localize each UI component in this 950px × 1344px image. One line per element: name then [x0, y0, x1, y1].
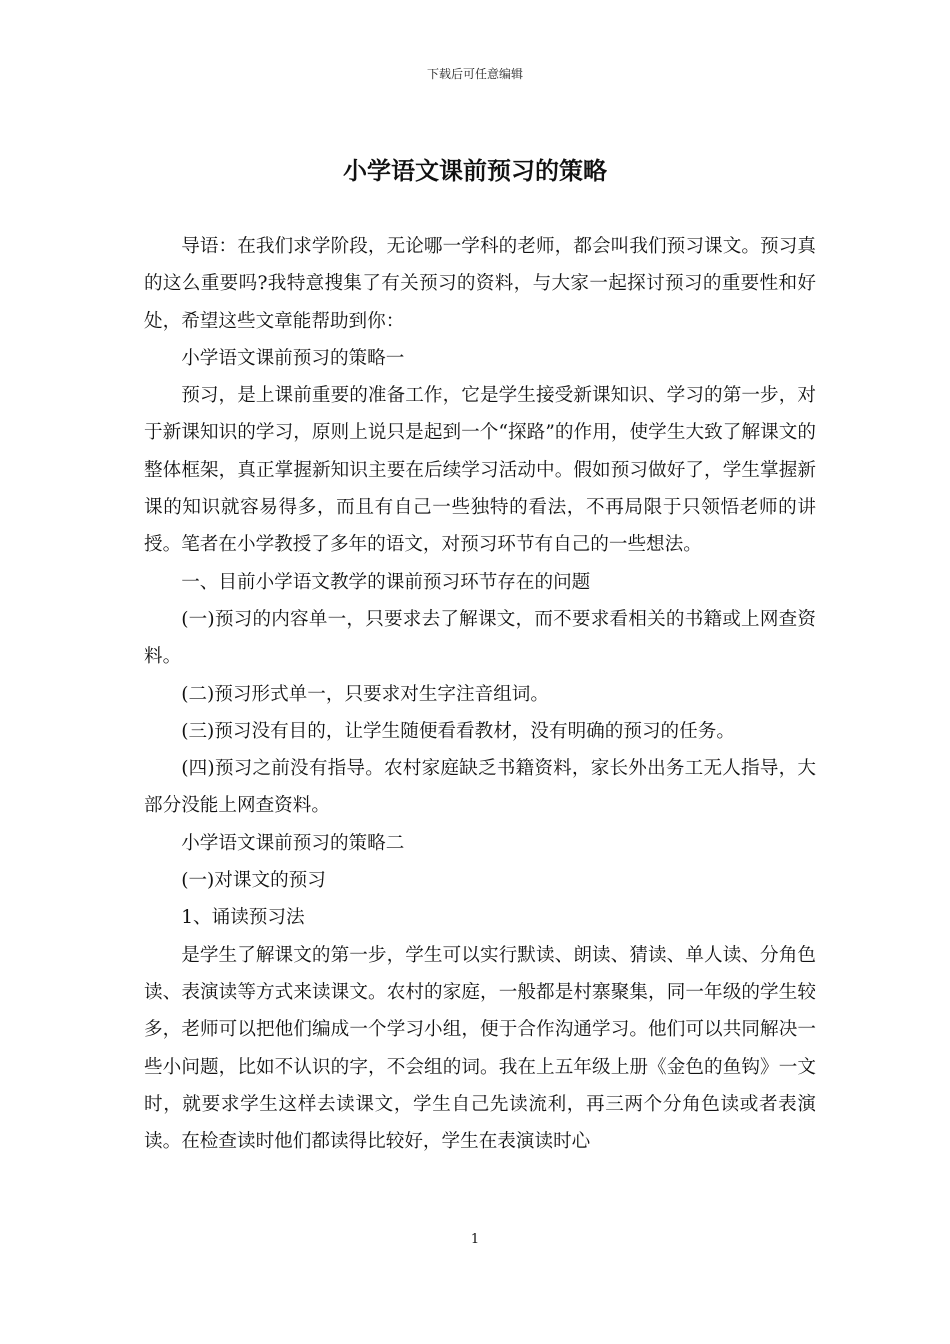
section-heading-strategy-one: 小学语文课前预习的策略一: [181, 347, 405, 369]
section-heading: 一、目前小学语文教学的课前预习环节存在的问题: [181, 571, 591, 593]
page-number: 1: [470, 1232, 480, 1247]
paragraph-intro: 导语：在我们求学阶段，无论哪一学科的老师，都会叫我们预习课文。预习真的这么重要吗?我特意搜集了有关预习的资料，与大家一起探讨预习的重要性和好处，希望这些文章能帮助到你：: [144, 236, 816, 332]
list-item: (三)预习没有目的，让学生随便看看教材，没有明确的预习的任务。: [181, 720, 735, 742]
page-header-note: 下载后可任意编辑: [426, 67, 523, 81]
list-item: (二)预习形式单一，只要求对生字注音组词。: [181, 683, 549, 705]
document-body: [144, 228, 816, 1160]
subsection-heading: (一)对课文的预习: [181, 870, 326, 892]
paragraph: 是学生了解课文的第一步，学生可以实行默读、朗读、猜读、单人读、分角色读、表演读等方式来读课文。农村的家庭，一般都是村寨聚集，同一年级的学生较多，老师可以把他们编成一个学习小组，便于合作沟通学习。他们可以共同解决一些小问题，比如不认识的字，不会组的词。我在上五年级上册《金色的鱼钩》一文时，就要求学生这样去读课文，学生自己先读流利，再三两个分角色读或者表演读。在检查读时他们都读得比较好，学生在表演读时心: [144, 944, 816, 1153]
list-item: (一)预习的内容单一，只要求去了解课文，而不要求看相关的书籍或上网查资料。: [144, 608, 816, 668]
subsection-heading: 1、诵读预习法: [181, 907, 305, 929]
section-heading-strategy-two: 小学语文课前预习的策略二: [181, 832, 405, 854]
paragraph: 预习，是上课前重要的准备工作，它是学生接受新课知识、学习的第一步，对于新课知识的学习，原则上说只是起到一个“探路”的作用，使学生大致了解课文的整体框架，真正掌握新知识主要在后续学习活动中。假如预习做好了，学生掌握新课的知识就容易得多，而且有自己一些独特的看法，不再局限于只领悟老师的讲授。笔者在小学教授了多年的语文，对预习环节有自己的一些想法。: [144, 385, 816, 556]
document-title: 小学语文课前预习的策略: [343, 156, 607, 185]
list-item: (四)预习之前没有指导。农村家庭缺乏书籍资料，家长外出务工无人指导，大部分没能上网查资料。: [144, 758, 816, 817]
